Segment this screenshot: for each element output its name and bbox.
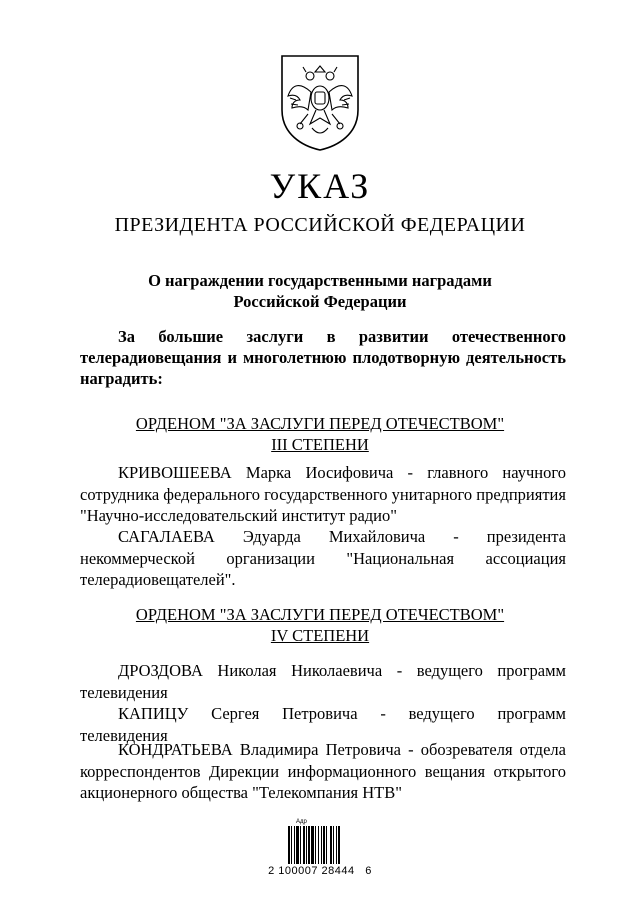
awardee-line: корреспондентов Дирекции информационного вещания открытого: [80, 761, 566, 781]
awardee-entry: [80, 526, 566, 591]
preamble-line: [80, 326, 566, 347]
awardee-entry: [80, 462, 566, 527]
awardee-line: САГАЛАЕВА Эдуарда Михайловича - президента: [118, 527, 566, 546]
barcode-stripe: [291, 826, 292, 864]
preamble-line: [80, 347, 566, 368]
coat-of-arms-emblem: [276, 52, 364, 152]
barcode-stripe: [294, 826, 295, 864]
document-title: УКАЗ: [269, 166, 371, 206]
awardee-entry: [80, 660, 566, 703]
awardee-line: телерадиовещателей".: [80, 570, 236, 589]
barcode-stripe: [323, 826, 325, 864]
barcode-stripe: [315, 826, 316, 864]
decree-heading: [80, 270, 560, 312]
barcode-stripe: [311, 826, 314, 864]
barcode-stripe: [326, 826, 327, 864]
barcode-stripe: [303, 826, 305, 864]
word: заслуги: [246, 327, 304, 346]
barcode-stripe: [321, 826, 322, 864]
barcode-stripe: [318, 826, 319, 864]
order-name: ОРДЕНОМ "ЗА ЗАСЛУГИ ПЕРЕД ОТЕЧЕСТВОМ": [135, 605, 505, 624]
barcode-small-text: Адр: [296, 819, 307, 825]
document-subtitle: ПРЕЗИДЕНТА РОССИЙСКОЙ ФЕДЕРАЦИИ: [114, 214, 526, 236]
order-name: ОРДЕНОМ "ЗА ЗАСЛУГИ ПЕРЕД ОТЕЧЕСТВОМ": [135, 414, 505, 433]
barcode-stripe: [333, 826, 334, 864]
barcode-stripe: [330, 826, 332, 864]
awardee-line: КАПИЦУ Сергея Петровича - ведущего программ: [118, 704, 566, 723]
order-heading-3rd-degree: [80, 413, 560, 455]
barcode-stripe: [288, 826, 290, 864]
barcode-number: 2 100007 28444 6: [268, 865, 372, 877]
awardee-line: телевидения: [80, 682, 168, 702]
word: и: [227, 348, 237, 367]
awardee-entry: [80, 739, 566, 804]
word: телерадиовещания: [80, 348, 222, 367]
barcode-stripe: [308, 826, 310, 864]
heading-line: О награждении государственными наградами: [148, 271, 492, 290]
awardee-line: телевидения: [80, 725, 168, 745]
barcode-stripe: [306, 826, 307, 864]
word: За: [118, 327, 135, 346]
awardee-line: "Научно-исследовательский институт радио": [80, 506, 397, 525]
heading-line: Российской Федерации: [233, 292, 407, 311]
word: развитии: [358, 327, 429, 346]
barcode-icon: [288, 826, 352, 864]
word: плодотворную: [352, 348, 461, 367]
order-heading-4th-degree: [80, 604, 560, 646]
awardee-line: КРИВОШЕЕВА Марка Иосифовича - главного научного: [118, 463, 566, 482]
barcode-stripe: [300, 826, 301, 864]
word: в: [326, 327, 336, 346]
document-barcode: [256, 819, 384, 883]
word: большие: [158, 327, 224, 346]
preamble-line: наградить:: [80, 369, 163, 388]
word: многолетнюю: [242, 348, 347, 367]
awardee-line: КОНДРАТЬЕВА Владимира Петровича - обозревателя отдела: [118, 740, 566, 759]
barcode-stripe: [296, 826, 299, 864]
awardee-line: акционерного общества "Телекомпания НТВ": [80, 783, 402, 802]
awardee-line: некоммерческой организации "Национальная ассоциация: [80, 548, 566, 568]
decree-preamble: [80, 326, 566, 389]
word: деятельность: [466, 348, 566, 367]
awardee-line: ДРОЗДОВА Николая Николаевича - ведущего программ: [118, 661, 566, 680]
barcode-stripe: [336, 826, 337, 864]
word: отечественного: [451, 327, 566, 346]
order-degree: III СТЕПЕНИ: [271, 435, 369, 454]
order-degree: IV СТЕПЕНИ: [270, 626, 370, 645]
barcode-stripe: [338, 826, 340, 864]
awardee-line: сотрудника федерального государственного унитарного предприятия: [80, 484, 566, 504]
